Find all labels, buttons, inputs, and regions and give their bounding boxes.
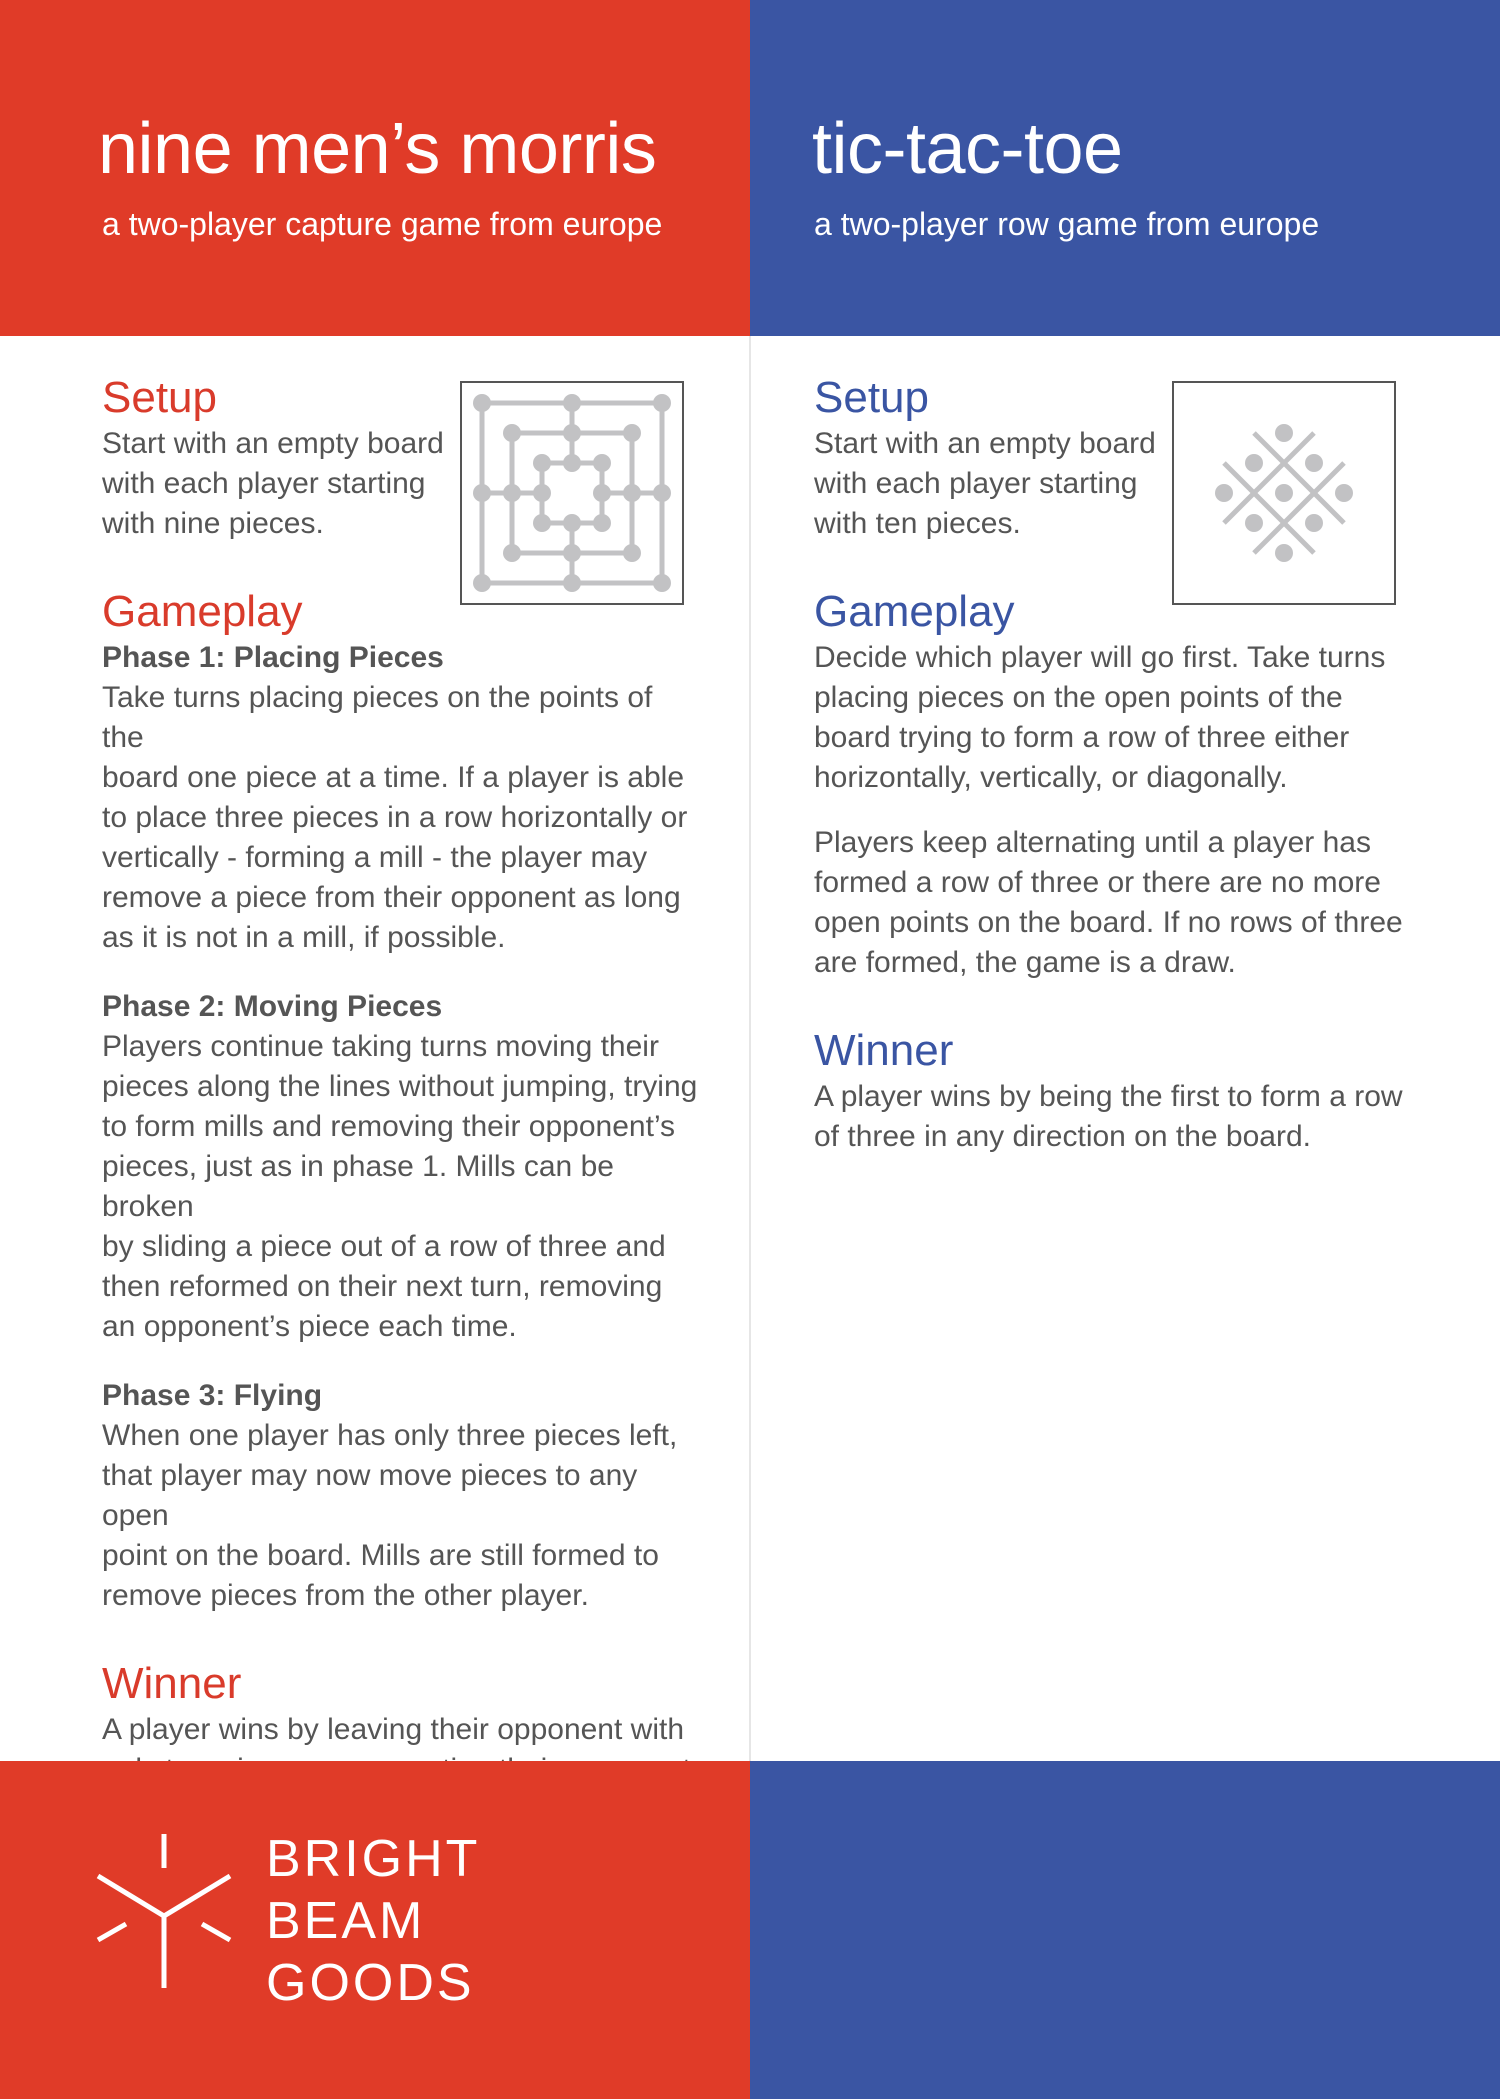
column-divider [749, 336, 751, 1761]
phase1-text [102, 678, 702, 958]
right-winner-heading: Winner [814, 1026, 954, 1075]
left-winner-heading: Winner [102, 1659, 242, 1708]
right-header [750, 0, 1500, 336]
text-line: point on the board. Mills are still formed to [102, 1539, 659, 1572]
text-line: remove pieces from the other player. [102, 1579, 589, 1612]
text-line: open points on the board. If no rows of three [814, 906, 1403, 939]
right-gameplay-heading: Gameplay [814, 587, 1015, 636]
left-subtitle: a two-player capture game from europe [102, 206, 663, 242]
text-line: horizontally, vertically, or diagonally. [814, 761, 1288, 794]
text-line: with nine pieces. [102, 507, 324, 540]
right-footer [750, 1761, 1500, 2099]
text-line: of three in any direction on the board. [814, 1120, 1311, 1153]
phase2-text [102, 1027, 702, 1347]
text-line: Start with an empty board [102, 427, 444, 460]
left-header [0, 0, 750, 336]
right-setup-heading: Setup [814, 373, 929, 422]
phase1-title: Phase 1: Placing Pieces [102, 641, 444, 674]
text-line: an opponent’s piece each time. [102, 1310, 517, 1343]
text-line: are formed, the game is a draw. [814, 946, 1236, 979]
right-subtitle: a two-player row game from europe [814, 206, 1320, 242]
text-line: as it is not in a mill, if possible. [102, 921, 506, 954]
brand-line: GOODS [266, 1954, 475, 2012]
text-line: to form mills and removing their opponent’s [102, 1110, 676, 1143]
bright-beam-logo-icon [96, 1832, 236, 1992]
left-setup-heading: Setup [102, 373, 217, 422]
text-line: A player wins by leaving their opponent with [102, 1713, 685, 1746]
brand-line: BEAM [266, 1892, 426, 1950]
text-line: pieces along the lines without jumping, trying [102, 1070, 698, 1103]
left-gameplay-heading: Gameplay [102, 587, 303, 636]
text-line: board trying to form a row of three either [814, 721, 1350, 754]
right-title: tic-tac-toe [812, 109, 1123, 189]
text-line: Start with an empty board [814, 427, 1156, 460]
left-title: nine men’s morris [98, 109, 657, 189]
brand-wordmark [266, 1828, 480, 2014]
text-line: that player may now move pieces to any open [102, 1459, 638, 1532]
text-line: Players continue taking turns moving their [102, 1030, 659, 1063]
text-line: with ten pieces. [814, 507, 1021, 540]
text-line: Take turns placing pieces on the points of the [102, 681, 653, 754]
tic-tac-toe-board-icon [1172, 381, 1396, 605]
text-line: to place three pieces in a row horizontally or [102, 801, 688, 834]
right-winner-text [814, 1077, 1414, 1157]
brand-line: BRIGHT [266, 1830, 481, 1888]
phase2-title: Phase 2: Moving Pieces [102, 990, 443, 1023]
text-line: with each player starting [814, 467, 1138, 500]
text-line: Decide which player will go first. Take turns [814, 641, 1386, 674]
right-gameplay-text-2 [814, 823, 1414, 983]
text-line: When one player has only three pieces left, [102, 1419, 678, 1452]
text-line: Players keep alternating until a player has [814, 826, 1371, 859]
text-line: with each player starting [102, 467, 426, 500]
text-line: by sliding a piece out of a row of three and [102, 1230, 666, 1263]
nine-mens-morris-board-icon [460, 381, 684, 605]
text-line: A player wins by being the first to form a row [814, 1080, 1403, 1113]
text-line: vertically - forming a mill - the player may [102, 841, 648, 874]
text-line: formed a row of three or there are no more [814, 866, 1381, 899]
phase3-text [102, 1416, 702, 1616]
text-line: board one piece at a time. If a player is able [102, 761, 685, 794]
right-gameplay-text-1 [814, 638, 1414, 798]
text-line: placing pieces on the open points of the [814, 681, 1343, 714]
phase3-title: Phase 3: Flying [102, 1379, 323, 1412]
text-line: remove a piece from their opponent as long [102, 881, 681, 914]
text-line: pieces, just as in phase 1. Mills can be broken [102, 1150, 614, 1223]
text-line: then reformed on their next turn, removing [102, 1270, 663, 1303]
